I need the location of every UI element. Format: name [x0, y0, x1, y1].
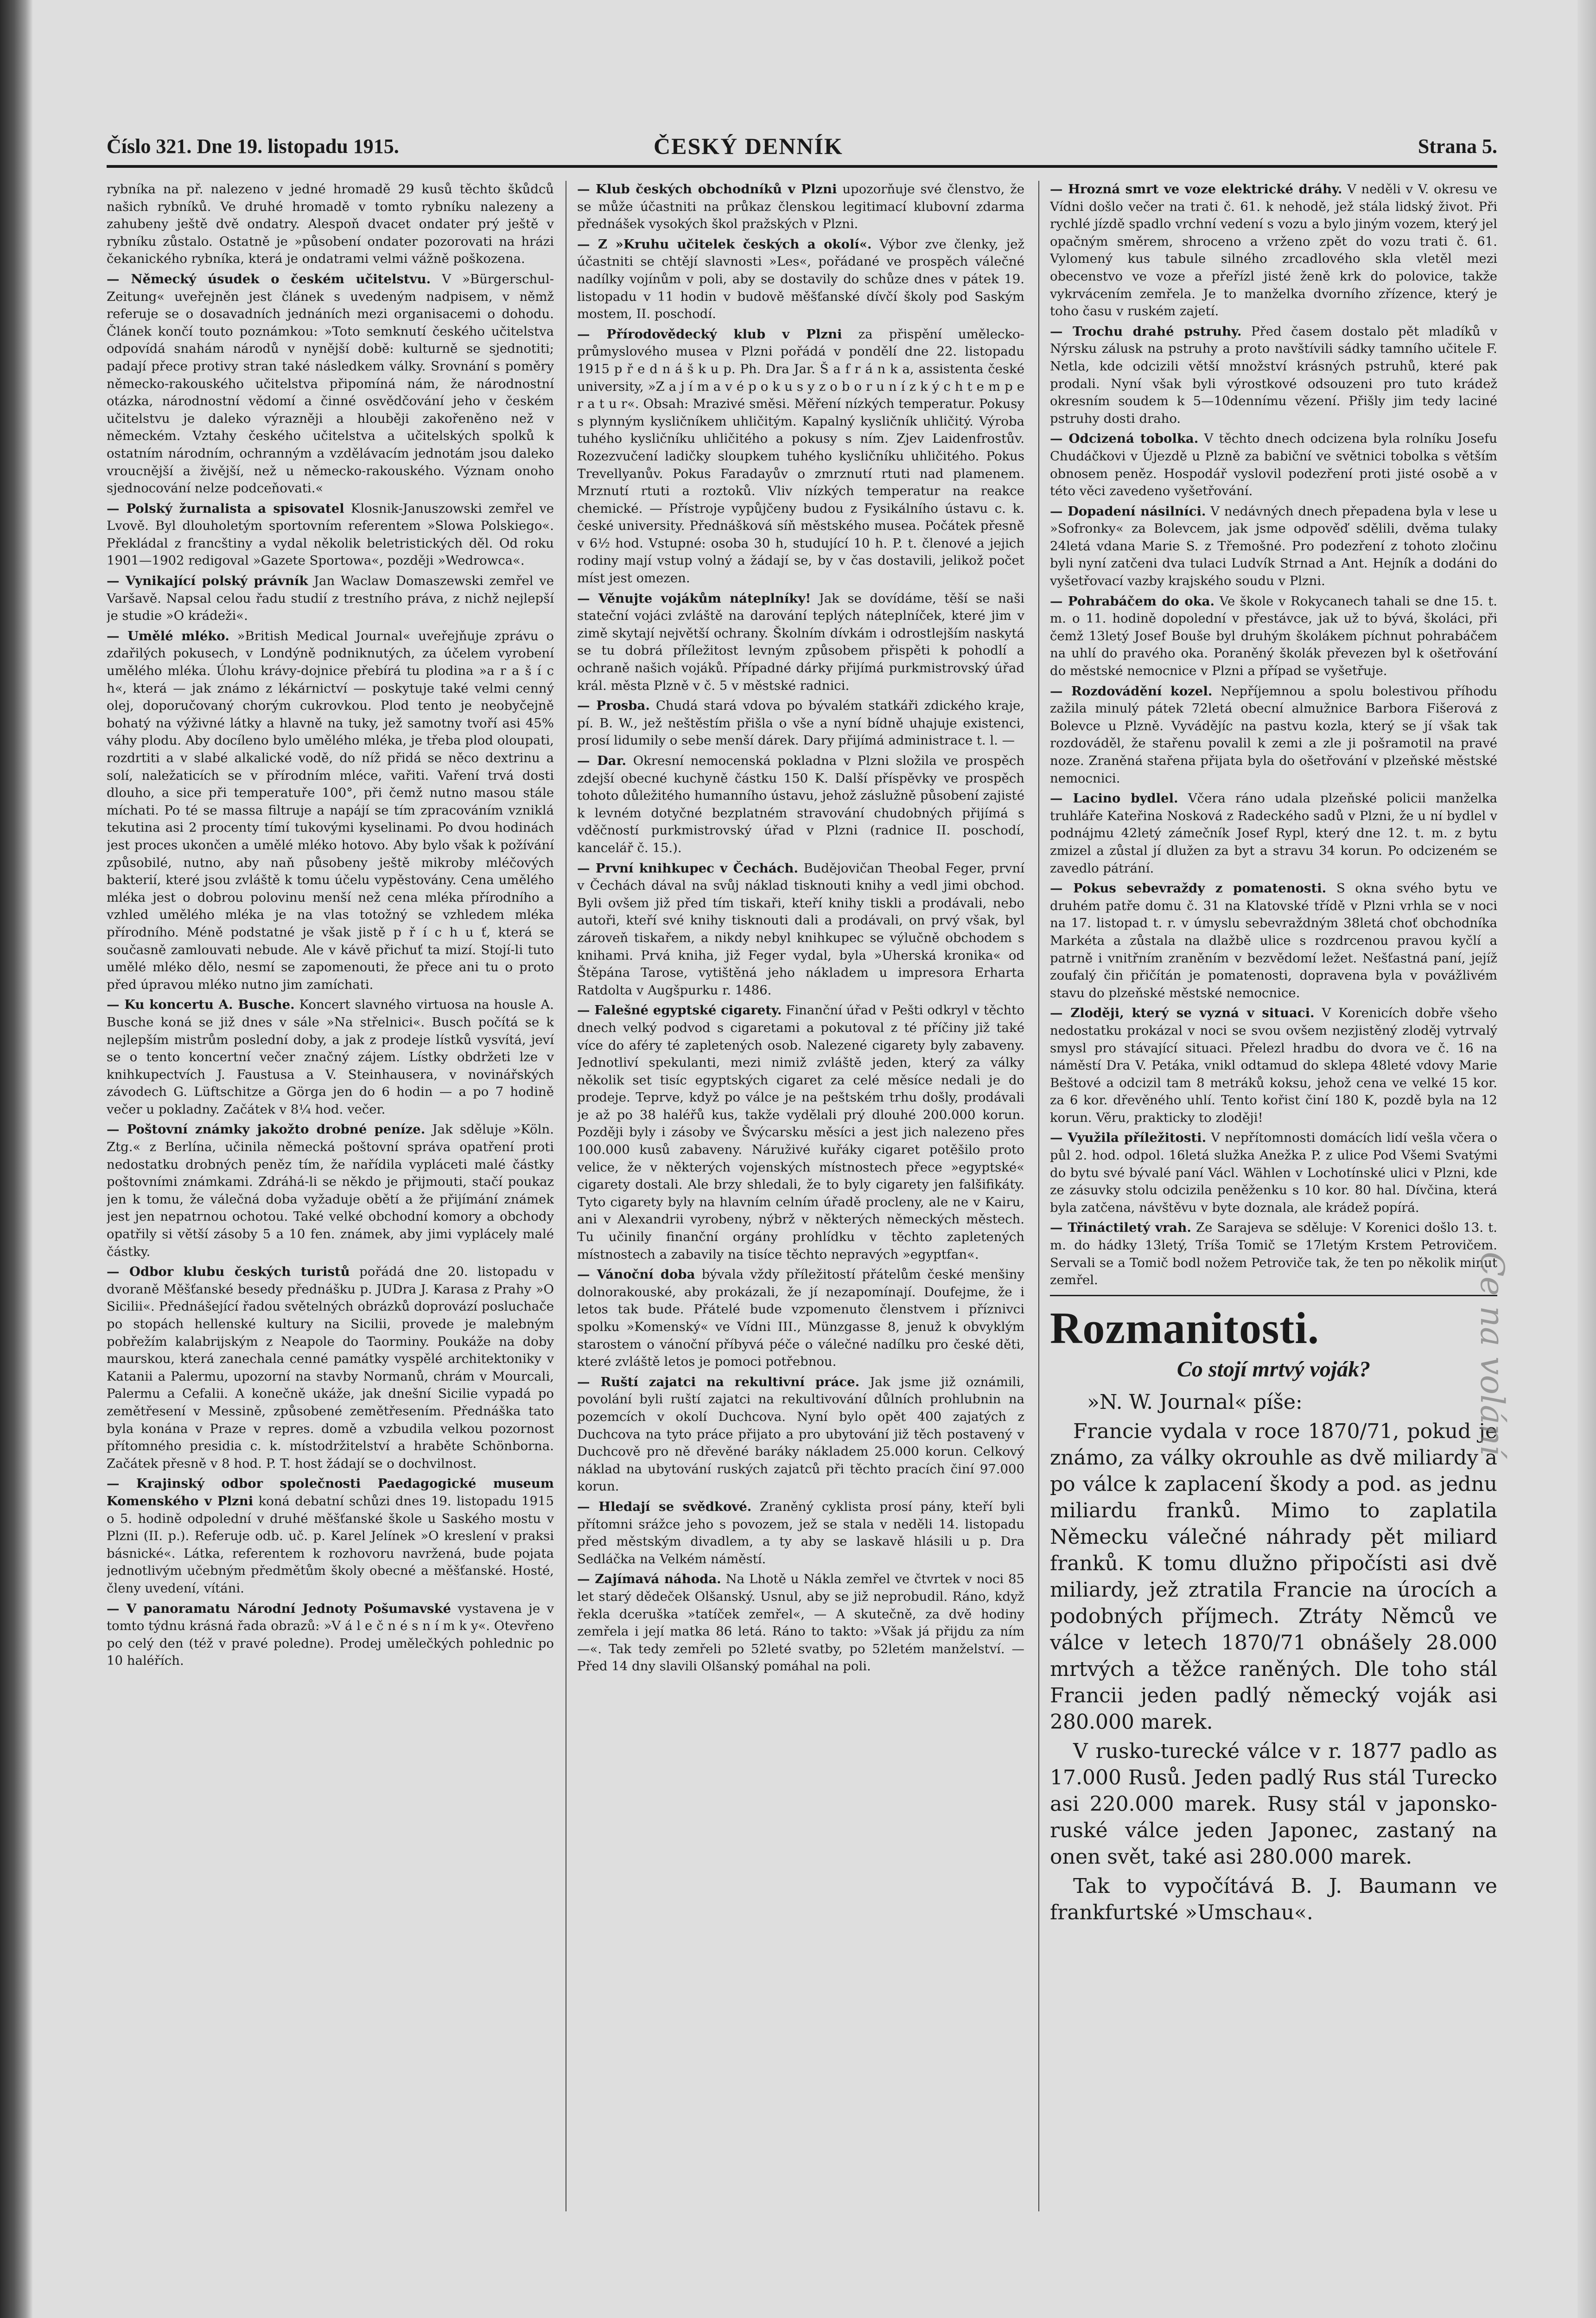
newspaper-title: ČESKÝ DENNÍK	[654, 133, 843, 159]
news-item-text: za přispění umělecko-průmyslového musea v Plzni pořádá v pondělí dne 22. listopadu 1915 p ř e d n á š k u p. Ph. Dra Jar. Š a f r á n k a, assistenta české university, »Z a j í m a v é p o k u s y z o b o r u n í z k ý c h t e m p e r a t u r«. Obsah: Mrazivé směsi. Měření nízkých temperatur. Pokusy s plynným kysličníkem uhličitým. Kapalný kysličník uhličitý. Výroba tuhého kysličníku uhličitého a pokusy s ním. Zjev Laidenfrostův. Rozezvučení ladičky sloupkem tuhého kysličníku uhličitého. Pokus Trevellyanův. Pokus Faradayův o zmrznutí rtuti nad plamenem. Mrznutí rtuti a roztoků. Vliv nízkých temperatur na reakce chemické. — Přístroje vypůjčeny budou z Fysikálního ústavu c. k. české university. Přednášková síň městského musea. Počátek přesně v 6½ hod. Vstupné: osoba 30 h, studující 10 h. P. t. členové a jejich rodiny mají vstup volný a žádají se, by v čas dostavili, jelikož počet míst jest omezen.	[577, 326, 1024, 586]
news-item	[107, 573, 554, 625]
news-item-headline: — Ruští zajatci na rekultivní práce.	[577, 1374, 860, 1389]
news-item-headline: — Odcizená tobolka.	[1050, 431, 1199, 446]
news-item-text: Včera ráno udala plzeňské policii manželka truhláře Kateřina Nosková z Radeckého sadů v Plzni, že u ní bydlel v podnájmu 42letý zámečník Josef Rypl, který dne 12. t. m. z bytu zmizel a zůstal jí dlužen za byt a stravu 34 korun. Po odcizeném se zavedlo pátrání.	[1050, 791, 1497, 876]
news-item	[577, 181, 1024, 233]
news-item-headline: — Lacino bydlel.	[1050, 791, 1178, 806]
news-item-headline: — Umělé mléko.	[107, 628, 229, 643]
news-item-headline: — Odbor klubu českých turistů	[107, 1264, 350, 1280]
scan-edge-left	[0, 0, 32, 2318]
news-item-headline: — Prosba.	[577, 698, 650, 713]
news-item-headline: — Pokus sebevraždy z pomatenosti.	[1050, 881, 1327, 896]
news-item-headline: — Ku koncertu A. Busche.	[107, 997, 295, 1013]
news-item-headline: — V panoramatu Národní Jednoty Pošumavské	[107, 1601, 451, 1616]
news-item-headline: — Krajinský odbor společnosti Paedagogické museum Komenského v Plzni	[107, 1476, 554, 1509]
news-item-headline: — Německý úsudek o českém učitelstvu.	[107, 271, 431, 287]
section-divider	[1050, 1295, 1497, 1296]
news-item	[577, 1266, 1024, 1371]
scan-edge-right	[1577, 0, 1596, 2318]
news-item	[1050, 1129, 1497, 1216]
article-paragraph: V rusko-turecké válce v r. 1877 padlo as 17.000 Rusů. Jeden padlý Rus stál Turecko asi 220.000 marek. Rusy stál v japonsko-ruské válce jeden Japonec, zastaný na onen svět, také asi 280.000 marek.	[1050, 1739, 1497, 1869]
news-item	[1050, 430, 1497, 500]
news-item-text: vystavena je v tomto týdnu krásná řada obrazů: »V á l e č n é s n í m k y«. Otevřeno po celý den (též v pravé poledne). Prodej umělečkých pohlednic po 10 haléřích.	[107, 1601, 554, 1668]
news-item-headline: — Pohrabáčem do oka.	[1050, 593, 1215, 609]
article-paragraph: Francie vydala v roce 1870/71, pokud je známo, za války okrouhle as dvě miliardy a po válce k zaplacení škody a pod. as jednu miliardu franků. Mimo to zaplatila Německu válečné náhrady pět miliard franků. K tomu dlužno připočísti asi dvě miliardy, jež ztratila Francie na úrocích a podobných příjmech. Ztráty Němců ve válce v letech 1870/71 obnášely 28.000 mrtvých a těžce raněných. Dle toho stál Francii jeden padlý německý voják asi 280.000 marek.	[1050, 1419, 1497, 1734]
news-item	[107, 628, 554, 993]
news-item	[577, 236, 1024, 323]
news-item-text: S okna svého bytu ve druhém patře domu č. 31 na Klatovské třídě v Plzni vrhla se v noci na 17. listopad t. r. v úmyslu sebevraždným 38letá choť obchodníka Markéta a zůstala na dlažbě ulice s rozdrcenou pravou kyčlí a patrně i vnitřním zraněním v bezvědomí ležet. Nešťastná paní, jejíž zoufalý čin přičítán je pomatenosti, dopravena byla v povážlivém stavu do plzeňské městské nemocnice.	[1050, 881, 1497, 1000]
news-item-text: Jan Waclaw Domaszewski zemřel ve Varšavě. Napsal celou řadu studií z trestního práva, z nichž nejlepší je studie »O krádeži«.	[107, 573, 554, 624]
news-item-text: Klosnik-Januszowski zemřel ve Lvově. Byl dlouholetým sportovním referentem »Slowa Polskiego«. Překládal z francštiny a vydal několik beletristických děl. Od roku 1901—1902 redigoval »Gazete Sportowa«, později »Wedrowca«.	[107, 501, 554, 568]
news-item	[577, 590, 1024, 695]
news-item-text: Budějovičan Theobal Feger, první v Čechách dával na svůj náklad tisknouti knihy a vedl jimi obchod. Byli ovšem již před tím tiskaři, kteří knihy tiskli a prodávali, nebo autoři, kteří své knihy tisknouti dali a prodávali, on prvý však, byl zároveň tiskařem, a nikdy nebyl knihkupec se výlučně obchodem s knihami. Prvá kniha, již Feger vydal, byla »Uherská kronika« od Štěpána Tarose, vytištěná jeho nákladem u impresora Erharta Ratdolta v Augšpurku r. 1486.	[577, 860, 1024, 998]
news-item-text: pořádá dne 20. listopadu v dvoraně Měšťanské besedy přednášku p. JUDra J. Karasa z Prahy »O Sicilii«. Přednášející řadou světelných obrázků doprovází posluchače po stopách hellenské kultury na Sicilii, provede je malebným pobřežím kalabrijským z Neapole do Taorminy. Poukáže na doby maurskou, která zanechala cenné památky vyspělé architektoniky v Katanii a Palermu, upozorní na stavby Normanů, chrám v Mourcali, Palermu a Cefalii. A konečně ukáže, jak dnešní Sicilie vypadá po zemětřesení v Messině, způsobené zemětřesením. Přednáška tato byla konána v Praze v repres. domě a vzbudila velkou pozornost přítomného presidia c. k. místodržitelství a hraběte Schönborna. Začátek přesně v 8 hod. P. T. host žádají se o dochvilnost.	[107, 1264, 554, 1471]
news-item-headline: — Trochu drahé pstruhy.	[1050, 324, 1242, 339]
news-item-headline: — Přírodovědecký klub v Plzni	[577, 326, 842, 342]
news-item-headline: — Třináctiletý vrah.	[1050, 1220, 1191, 1235]
news-item-headline: — Hledají se svědkové.	[577, 1499, 752, 1514]
section-title: Rozmanitosti.	[1050, 1303, 1319, 1353]
news-item	[107, 1121, 554, 1261]
news-item-headline: — Hrozná smrt ve voze elektrické dráhy.	[1050, 182, 1342, 197]
news-item	[1050, 790, 1497, 877]
news-item-headline: — Zloději, který se vyzná v situaci.	[1050, 1006, 1315, 1021]
news-item	[1050, 323, 1497, 428]
news-item	[107, 271, 554, 497]
news-item-headline: — Poštovní známky jakožto drobné peníze.	[107, 1122, 426, 1137]
news-item	[577, 1374, 1024, 1496]
news-item	[577, 860, 1024, 1000]
news-item-headline: — První knihkupec v Čechách.	[577, 860, 798, 876]
rozmanitosti-section	[1050, 1304, 1497, 1926]
news-item	[107, 1475, 554, 1597]
news-item-headline: — Klub českých obchodníků v Plzni	[577, 182, 837, 197]
news-item-text: Zraněný cyklista prosí pány, kteří byli přítomni srážce jeho s povozem, jež se stala v neděli 14. listopadu před městským divadlem, a ty aby se laskavě hlásili u p. Dra Sedláčka na Velkém náměstí.	[577, 1499, 1024, 1567]
news-item-text: Koncert slavného virtuosa na housle A. Busche koná se již dnes v sále »Na střelnici«. Busch počítá se k nejlepším mistrům poslední doby, a jak z prodeje lístků vysvítá, jeví se o tento koncertní večer značný zájem. Lístky obdržeti lze v knihkupectvích J. Faustusa a V. Steinhausera, v novinářských závodech G. Lüftschitze a Görga jen do 6 hodin — a po 7 hodině večer u pokladny. Začátek v 8¼ hod. večer.	[107, 997, 554, 1117]
masthead-rule	[107, 165, 1497, 168]
article-title: Co stojí mrtvý voják?	[1176, 1356, 1371, 1382]
news-item	[1050, 181, 1497, 320]
news-item-text: V »Bürgerschul-Zeitung« uveřejněn jest článek s uvedeným nadpisem, v němž referuje se o dosavadních jednáních mezi organisacemi o dohodu. Článek končí touto poznámkou: »Toto semknutí českého učitelstva odpovídá snahám národů v nynější době: kulturně se sjednotiti; padají přece protivy stran také následkem války. Srovnání s poměry německo-rakouského učitelstva připomíná nám, že národnostní otázka, národnostní vědomí a činné osvědčování jeho v českém učitelstvu je daleko výrazněji a hlouběji zakořeněno než v německém. Vztahy českého učitelstva a učitelských spolků k ostatním národním, ochranným a vzdělávacím jednotám jsou daleko vroucnější a živější, než u německo-rakouského. Význam onoho sjednocování nelze podceňovati.«	[107, 271, 554, 496]
news-item	[1050, 683, 1497, 788]
news-item-text: Na Lhotě u Nákla zemřel ve čtvrtek v noci 85 let starý dědeček Olšanský. Usnul, aby se již neprobudil. Ráno, když řekla dceruška »tatíček zemřel«, — A skutečně, za dvě hodiny zemřela i její matka 86 letá. Ráno to takto: »Však já přijdu za ním —«. Tak tedy zemřeli po 52leté svatby, po 52letém manželství. — Před 14 dny slavili Olšanský pomáhal na poli.	[577, 1572, 1024, 1674]
news-item-headline: — Vynikající polský právník	[107, 573, 308, 589]
news-item	[577, 1002, 1024, 1263]
news-item-text: V nedávných dnech přepadena byla v lese u »Sofronky« za Bolevcem, jak jsme odpověď sdělili, dvěma tulaky 24letá vdana Marie S. z Třemošné. Pro podezření z tohoto zločinu byli nyní zatčeni dva tulaci Ludvík Strnad a Ant. Hejník a dodáni do vyšetřovací vazby krajského soudu v Plzni.	[1050, 503, 1497, 589]
article-paragraph: Tak to vypočítává B. J. Baumann ve frankfurtské »Umschau«.	[1050, 1874, 1497, 1924]
newspaper-page	[107, 134, 1497, 2230]
news-item	[107, 181, 554, 268]
news-item-headline: — Z »Kruhu učitelek českých a okolí«.	[577, 236, 872, 252]
news-item	[577, 752, 1024, 857]
news-item	[577, 697, 1024, 750]
column-divider	[1038, 181, 1039, 2211]
news-item-text: koná debatní schůzi dnes 19. listopadu 1915 o 5. hodině odpolední v druhé měšťanské škole u Saského mostu v Plzni (II. p.). Referuje odb. uč. p. Karel Jelínek »O kreslení v praksi básnické«. Látka, referentem k rozhovoru navržená, bude pojata jednotlivým učebným předmětům školy obecné a měšťanské. Hosté, členy uvedení, vítáni.	[107, 1493, 554, 1596]
article-lede: »N. W. Journal« píše:	[1087, 1390, 1303, 1414]
news-item	[1050, 1005, 1497, 1127]
news-item-text: Okresní nemocenská pokladna v Plzni složila ve prospěch zdejší obecné kuchyně částku 150 K. Další příspěvky ve prospěch tohoto důležitého humanního ústavu, jehož záslužně působení zajisté k levném dotyčné bezplatném stravování chudobných přijímá s vděčností purkmistrovský úřad v Plzni (radnice II. poschodí, kancelář č. 15.).	[577, 753, 1024, 855]
news-item-text: rybníka na př. nalezeno v jedné hromadě 29 kusů těchto škůdců našich rybníků. Ve druhé hromadě v tomto rybníku nalezeny a zahubeny ještě dvě ondatry. Alespoň dvacet ondater prý ještě v rybníku zůstalo. Ostatně je »působení ondater pozorovati na hrázi čekanického rybníka, která je ondatrami velmi vážně poškozena.	[107, 182, 554, 267]
news-item-headline: — Falešné egyptské cigarety.	[577, 1003, 782, 1018]
news-item	[107, 996, 554, 1118]
news-item-text: bývala vždy příležitostí přátelům české menšiny dolnorakouské, aby prokázali, že jí nezapomínají. Doufejme, že i letos tak bude. Přátelé bude vzpomenuto členstvem i příznivci spolku »Komenský« ve Vídni III., Münzgasse 8, jenuž k obvyklým starostem o vánoční příbyvá péče o válečné nadílku pro české děti, které zvláště letos je pomoci potřebnou.	[577, 1267, 1024, 1369]
news-item-text: upozorňuje své členstvo, že se může účastniti na průkaz členskou legitimací klubovní zdarma přednášek vysokých škol pražských v Plzni.	[577, 182, 1024, 232]
news-item	[1050, 593, 1497, 680]
news-item	[577, 326, 1024, 587]
news-item-text: V neděli v V. okresu ve Vídni došlo večer na trati č. 61. k nehodě, jež stála lidský život. Při rychlé jízdě spadlo vrchní vedení s vozu a bylo jiným vozem, který jel opačným směrem, shroceno a vrženo zpět do vozu trati č. 61. Vylomený kus tabule silného zrcadlového skla vletěl mezi obecenstvo ve voze a přeřízl jisté ženě krk do polovice, takže vykrvácením zemřela. Je to manželka dvorního zřízence, který je toho času v ruském zajetí.	[1050, 182, 1497, 319]
news-item-headline: — Polský žurnalista a spisovatel	[107, 501, 344, 516]
column-3-news	[1050, 181, 1497, 1289]
news-item-text: V nepřítomnosti domácích lidí vešla včera o půl 2. hod. odpol. 16letá služka Anežka P. z ulice Pod Všemi Svatými do bytu své bývalé paní Václ. Wählen v Lochotínské ulici v Plzni, kde ze zásuvky stolu odcizila peněženku s 10 kor. 80 hal. Dívčina, která byla zatčena, návštěvu v byte doznala, ale krádež popírá.	[1050, 1130, 1497, 1215]
news-item-headline: — Dar.	[577, 753, 627, 768]
news-item-text: Finanční úřad v Pešti odkryl v těchto dnech velký podvod s cigaretami a pokutoval z té příčiny již také více do aféry té zapletených osob. Nalezené cigarety byly zabaveny. Jednotliví spekulanti, mezi nimiž zvláště jeden, který za války několik set tisíc egyptských cigaret za celé měsíce nedali je do prodeje. Teprve, když po válce je na peštském trhu došly, prodávali je až po 38 haléřů kus, takže vydělali prý dlouhé 200.000 korun. Později byly i zásoby ve Švýcarsku měsíci a jest jich nalezeno přes 100.000 kusů zabaveny. Náruživé kuřáky cigaret potěšilo proto velice, že v některých vojenských místnostech přece »egyptské« cigarety dostali. Ale brzy shledali, že to byly cigarety jen falšifikáty. Tyto cigarety byly na hlavním celním úřadě procleny, ale ne v Kairu, ani v Alexandrii vyrobeny, nýbrž v některých německých městech. Tu učinily finanční orgány prohlídku v těchto zapletených místnostech a zabavily na tisíce těchto nepravých »egyptfan«.	[577, 1003, 1024, 1262]
news-item-text: »British Medical Journal« uveřejňuje zprávu o zdařilých pokusech, v Londýně podniknutých, za účelem vyrobení umělého mléka. Úlohu krávy-dojnice přebírá tu plodina »a r a š í c h«, která — jak známo z lékárnictví — poskytuje také velmi cenný olej, doporučovaný chorým cukrovkou. Plod tento je neobyčejně bohatý na výživné látky a hlavně na tuky, jež samotny tvoří asi 45% váhy plodu. Aby docíleno bylo umělého mléka, je třeba plod oloupati, rozdrtiti a v slabé alkalické vodě, do níž přidá se něco dextrinu a solí, naležaticích se v přírodním mléce, vařiti. Vaření trvá dosti dlouho, a sice při temperatuře 100°, při čemž nutno masou stále míchati. Po té se massa filtruje a napájí se tím zpracováním vzniklá tekutina asi 2 procenty tímí tukovými kyselinami. Po dvou hodinách jest proces ukončen a umělé mléko hotovo. Aby bylo však k požívání způsobilé, nutno, aby naň působeny ještě mikroby mléčových bakterií, které jsou zvláště k tomu účelu vypěstovány. Cena umělého mléka jest o dobrou polovinu menší než cena mléka přírodního a vzhled umělého mléka je na vlas totožný se vzhledem mléka přírodního. Méně podstatné je však jistě p ř í c h u ť, která se současně zamlouvati nebude. Ale v kávě přichuť ta mizí. Stojí-li tuto umělé mléko dělo, nesmí se zapomenouti, že přece ani tu o proto před úpravou mléko nutno jim zamíchati.	[107, 628, 554, 992]
news-item	[577, 1571, 1024, 1675]
news-item-text: Jak sděluje »Köln. Ztg.« z Berlína, učinila německá poštovní správa opatření proti nedostatku drobných peněz tím, že nařídila vypláceti malé částky poštovními známkami. Zdráhá-li se někdo je přijmouti, stačí poukaz jen k tomu, že válečná doba vyžaduje obětí a že přijímání známek jest jen nepatrnou ochotou. Také velké obchodní komory a obchody opatřily si větší zásoby 5 a 10 fen. známek, aby jimi vyplácely malé částky.	[107, 1122, 554, 1259]
news-item-text: Ze Sarajeva se sděluje: V Korenici došlo 13. t. m. do hádky 13letý, Tríša Tomič se 17letým Krstem Petrovičem. Servali se a Tomič bodl nožem Petroviče tak, že ten po několik minut zemřel.	[1050, 1220, 1497, 1288]
news-item-text: Chudá stará vdova po bývalém statkáři zdického kraje, pí. B. W., jež neštěstím přišla o vše a nyní bídně uhajuje existenci, prosí lidumily o sebe menší dárek. Dary přijímá administrace t. l. —	[577, 698, 1024, 748]
news-item-headline: — Věnujte vojákům náteplníky!	[577, 591, 811, 606]
news-item-headline: — Využila příležitosti.	[1050, 1130, 1207, 1146]
column-2	[577, 181, 1024, 2211]
handwritten-margin-note: Ce na volání	[1473, 1252, 1511, 1456]
news-item-text: Jak se dovídáme, těší se naši stateční vojáci zvláště na darování teplých náteplníček, které jim v zimě skytají největší ochrany. Školním dívkám i odrostlejším naskytá se tu dobrá příležitost levným způsobem přispěti k pohodlí a ochraně našich vojáků. Případné dárky přijímá purkmistrovský úřad král. města Plzně v č. 5 v městské radnici.	[577, 591, 1024, 693]
news-item-text: Nepříjemnou a spolu bolestivou příhodu zažila minulý pátek 72letá obecní almužnice Barbora Fišerová z Bolevce u Plzně. Vyvádějíc na pastvu kozla, který se jí však tak rozdováděl, že stařenu povalil k zemi a zle ji pošramotil na pravé noze. Zraněná stařena přijata byla do ošetřování v plzeňské městské nemocnici.	[1050, 683, 1497, 786]
news-item-headline: — Dopadení násilníci.	[1050, 503, 1206, 519]
news-item	[577, 1498, 1024, 1568]
masthead	[107, 134, 1497, 167]
news-item-text: V Korenicích dobře všeho nedostatku prokázal v noci se svou ovšem nezjistěný zloděj vytrvalý smysl pro stávající situaci. Přelezl hradbu do dvora ve č. 16 na náměstí Dra V. Petáka, vnikl odtamud do sklepa 48leté vdovy Marie Beštové a odcizil tam 8 metráků koksu, jehož cena ve velké 15 kor. za 6 kor. dřevěného uhlí. Tento kořist činí 180 K, pozdě byla na 12 korun. Věru, prakticky to zloději!	[1050, 1006, 1497, 1125]
news-item-headline: — Rozdovádění kozel.	[1050, 683, 1213, 699]
news-item-text: Před časem dostalo pět mladíků v Nýrsku zálusk na pstruhy a proto navštívili sádky tamního učitele F. Netla, kde odcizili větší množství krásných pstruhů, které pak prodali. Nyní však byli výrostkové odsouzeni pro tuto krádež okresním soudem k 5—10dennímu vězení. Přišly jim tedy laciné pstruhy dosti draho.	[1050, 324, 1497, 426]
news-item	[1050, 503, 1497, 590]
news-item-text: Výbor zve členky, jež účastniti se chtějí slavnosti »Les«, pořádané ve prospěch válečné nadílky vojínům v poli, aby se dostavily do schůze dnes v pátek 19. listopadu v 11 hodin v budově měšťanské dívčí školy pod Saským mostem, II. poschodí.	[577, 236, 1024, 322]
news-item	[107, 500, 554, 570]
news-item-text: Ve škole v Rokycanech tahali se dne 15. t. m. o 11. hodině dopolední v přestávce, jak už to bývá, školáci, při čemž 13letý Josef Bouše byl druhým školákem píchnut pohrabáčem na uhlí do pravého oka. Poraněný školák převezen byl k ošetřování do městské nemocnice v Plzni a případ se vyšetřuje.	[1050, 593, 1497, 679]
news-item	[1050, 1219, 1497, 1289]
news-item	[107, 1600, 554, 1670]
news-item-headline: — Zajímavá náhoda.	[577, 1572, 721, 1587]
column-1	[107, 181, 554, 2211]
news-item-headline: — Vánoční doba	[577, 1267, 695, 1282]
page-number: Strana 5.	[1418, 135, 1497, 158]
news-item	[1050, 880, 1497, 1002]
column-3	[1050, 181, 1497, 2211]
news-item-text: V těchto dnech odcizena byla rolníku Josefu Chudáčkovi v Újezdě u Plzně za babiční ve světnici tobolka s větším obnosem peněz. Hospodář vyslovil podezření proti jisté osobě a v této věci zavedeno vyšetřování.	[1050, 431, 1497, 499]
issue-date: Číslo 321. Dne 19. listopadu 1915.	[107, 135, 399, 158]
news-item-text: Jak jsme již oznámili, povolání byli ruští zajatci na rekultivování důlních prohlubnin na pozemcích v okolí Duchcova. Nyní bylo opět 400 zajatých z Duchcova na tyto práce přijato a pro ubytování již těch postavený v Duchcově pro ně dřevěné baráky nákladem 25.000 korun. Celkový náklad na ubytování ruských zajatců při těchto pracích činí 97.000 korun.	[577, 1374, 1024, 1494]
news-item	[107, 1263, 554, 1472]
